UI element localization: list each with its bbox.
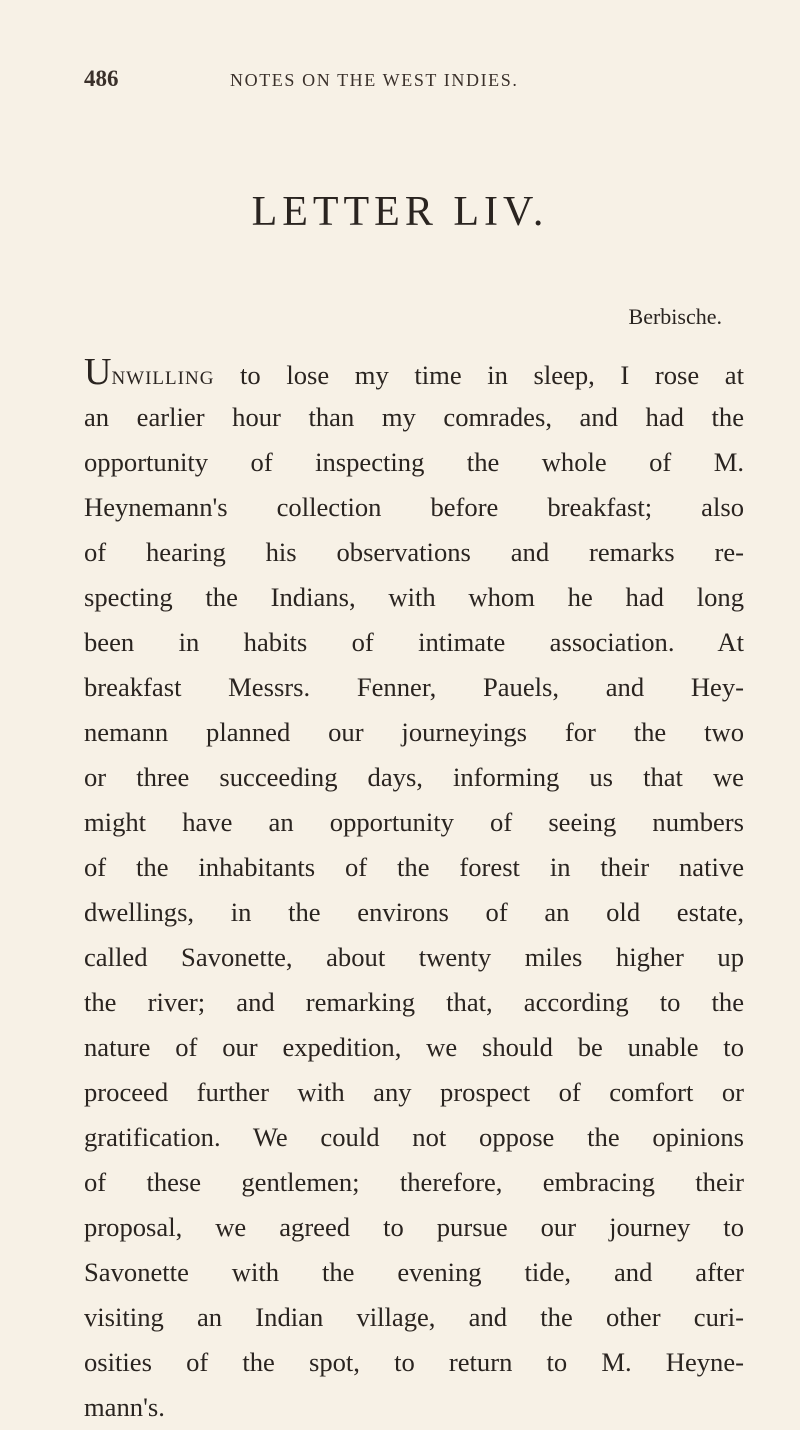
text-line: gratification. We could not oppose the opinions — [84, 1122, 744, 1152]
text-line: been in habits of intimate association. At — [84, 627, 744, 657]
letter-title: LETTER LIV. — [251, 189, 549, 235]
text-line: called Savonette, about twenty miles higher up — [84, 942, 744, 972]
text-line: of the inhabitants of the forest in their native — [84, 852, 744, 882]
text-line: Heynemann's collection before breakfast; also — [84, 492, 744, 522]
text-line: proceed further with any prospect of comfort or — [84, 1077, 744, 1107]
text-line: osities of the spot, to return to M. Heyne- — [84, 1347, 744, 1377]
text-line: visiting an Indian village, and the other curi- — [84, 1302, 744, 1332]
text-line: an earlier hour than my comrades, and had the — [84, 402, 744, 432]
letter-body — [84, 350, 744, 1430]
text-line: Savonette with the evening tide, and after — [84, 1257, 744, 1287]
text-line: nature of our expedition, we should be unable to — [84, 1032, 744, 1062]
text-line: nemann planned our journeyings for the two — [84, 717, 744, 747]
text-line: dwellings, in the environs of an old estate, — [84, 897, 744, 927]
text-line: proposal, we agreed to pursue our journey to — [84, 1212, 744, 1242]
text-line-last: mann's. — [84, 1392, 165, 1422]
opening-rest: to lose my time in sleep, I rose at — [214, 360, 744, 390]
running-title: NOTES ON THE WEST INDIES. — [230, 70, 519, 90]
page-number: 486 — [84, 66, 119, 91]
running-head — [84, 66, 744, 106]
text-line: of these gentlemen; therefore, embracing their — [84, 1167, 744, 1197]
text-line-opening — [84, 350, 744, 395]
text-line: opportunity of inspecting the whole of M. — [84, 447, 744, 477]
text-line: of hearing his observations and remarks re- — [84, 537, 744, 567]
drop-cap: U — [84, 351, 112, 393]
text-line: the river; and remarking that, according to the — [84, 987, 744, 1017]
text-line: breakfast Messrs. Fenner, Pauels, and Hey- — [84, 672, 744, 702]
text-line: or three succeeding days, informing us that we — [84, 762, 744, 792]
text-line: might have an opportunity of seeing numbers — [84, 807, 744, 837]
letter-location: Berbische. — [628, 304, 722, 329]
text-line: specting the Indians, with whom he had long — [84, 582, 744, 612]
opening-word: nwilling — [111, 360, 215, 390]
